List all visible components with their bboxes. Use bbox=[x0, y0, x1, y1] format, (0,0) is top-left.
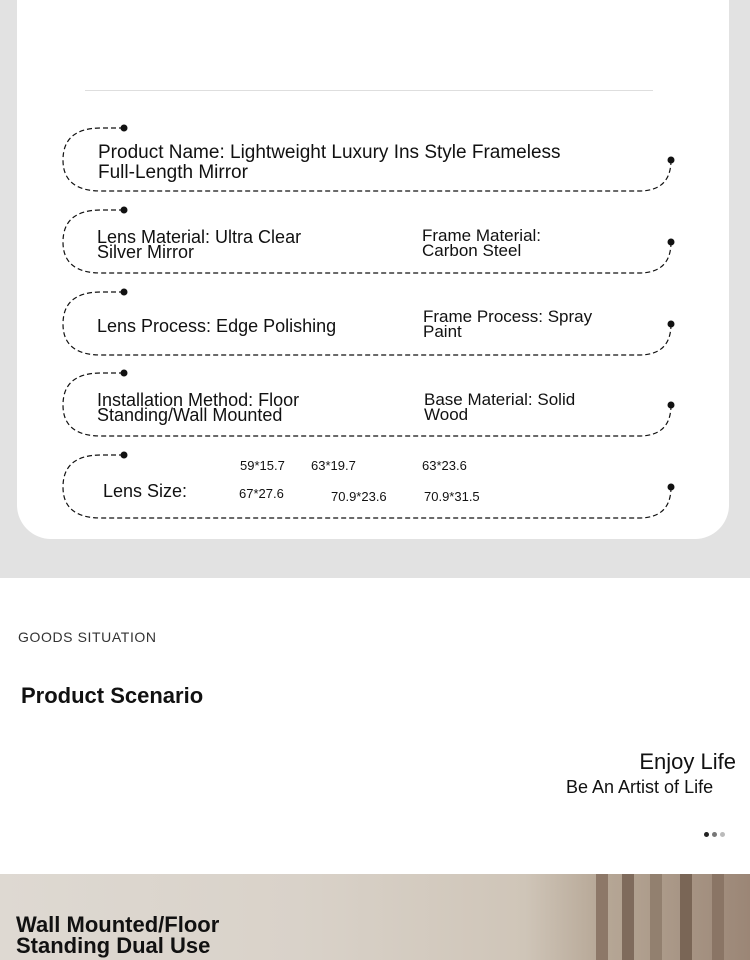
size-option: 70.9*31.5 bbox=[424, 489, 480, 504]
spec-row-lens-size bbox=[63, 451, 693, 515]
size-option: 59*15.7 bbox=[240, 458, 285, 473]
spec-row-material bbox=[63, 206, 693, 270]
size-option: 67*27.6 bbox=[239, 486, 284, 501]
frame-material-text: Frame Material: Carbon Steel bbox=[422, 226, 542, 260]
carousel-dot[interactable] bbox=[712, 832, 717, 837]
banner-title: Wall Mounted/Floor Standing Dual Use bbox=[16, 912, 220, 958]
scenario-subline: Be An Artist of Life bbox=[566, 777, 714, 797]
installation-text: Installation Method: Floor Standing/Wall Mounted bbox=[97, 390, 300, 425]
spec-row-product-name bbox=[63, 124, 693, 188]
spec-row-installation bbox=[63, 369, 693, 433]
size-option: 63*23.6 bbox=[422, 458, 467, 473]
size-option: 70.9*23.6 bbox=[331, 489, 387, 504]
product-name-text: Product Name: Lightweight Luxury Ins Style Frameless Full-Length Mirror bbox=[98, 142, 561, 183]
lens-process-text: Lens Process: Edge Polishing bbox=[97, 316, 337, 336]
scenario-headline: Enjoy Life bbox=[639, 749, 736, 774]
frame-process-text: Frame Process: Spray Paint bbox=[423, 307, 593, 341]
divider bbox=[85, 90, 653, 91]
spec-card bbox=[17, 0, 729, 539]
size-option: 63*19.7 bbox=[311, 458, 356, 473]
base-material-text: Base Material: Solid Wood bbox=[424, 390, 576, 424]
lens-size-label: Lens Size: bbox=[103, 481, 188, 501]
lens-material-text: Lens Material: Ultra Clear Silver Mirror bbox=[97, 227, 302, 262]
carousel-dots[interactable] bbox=[704, 824, 728, 842]
section-title: Product Scenario bbox=[21, 683, 204, 708]
carousel-dot[interactable] bbox=[720, 832, 725, 837]
scenario-section bbox=[0, 578, 750, 874]
spec-row-process bbox=[63, 288, 693, 352]
carousel-dot-active[interactable] bbox=[704, 832, 709, 837]
section-label: GOODS SITUATION bbox=[18, 629, 157, 645]
